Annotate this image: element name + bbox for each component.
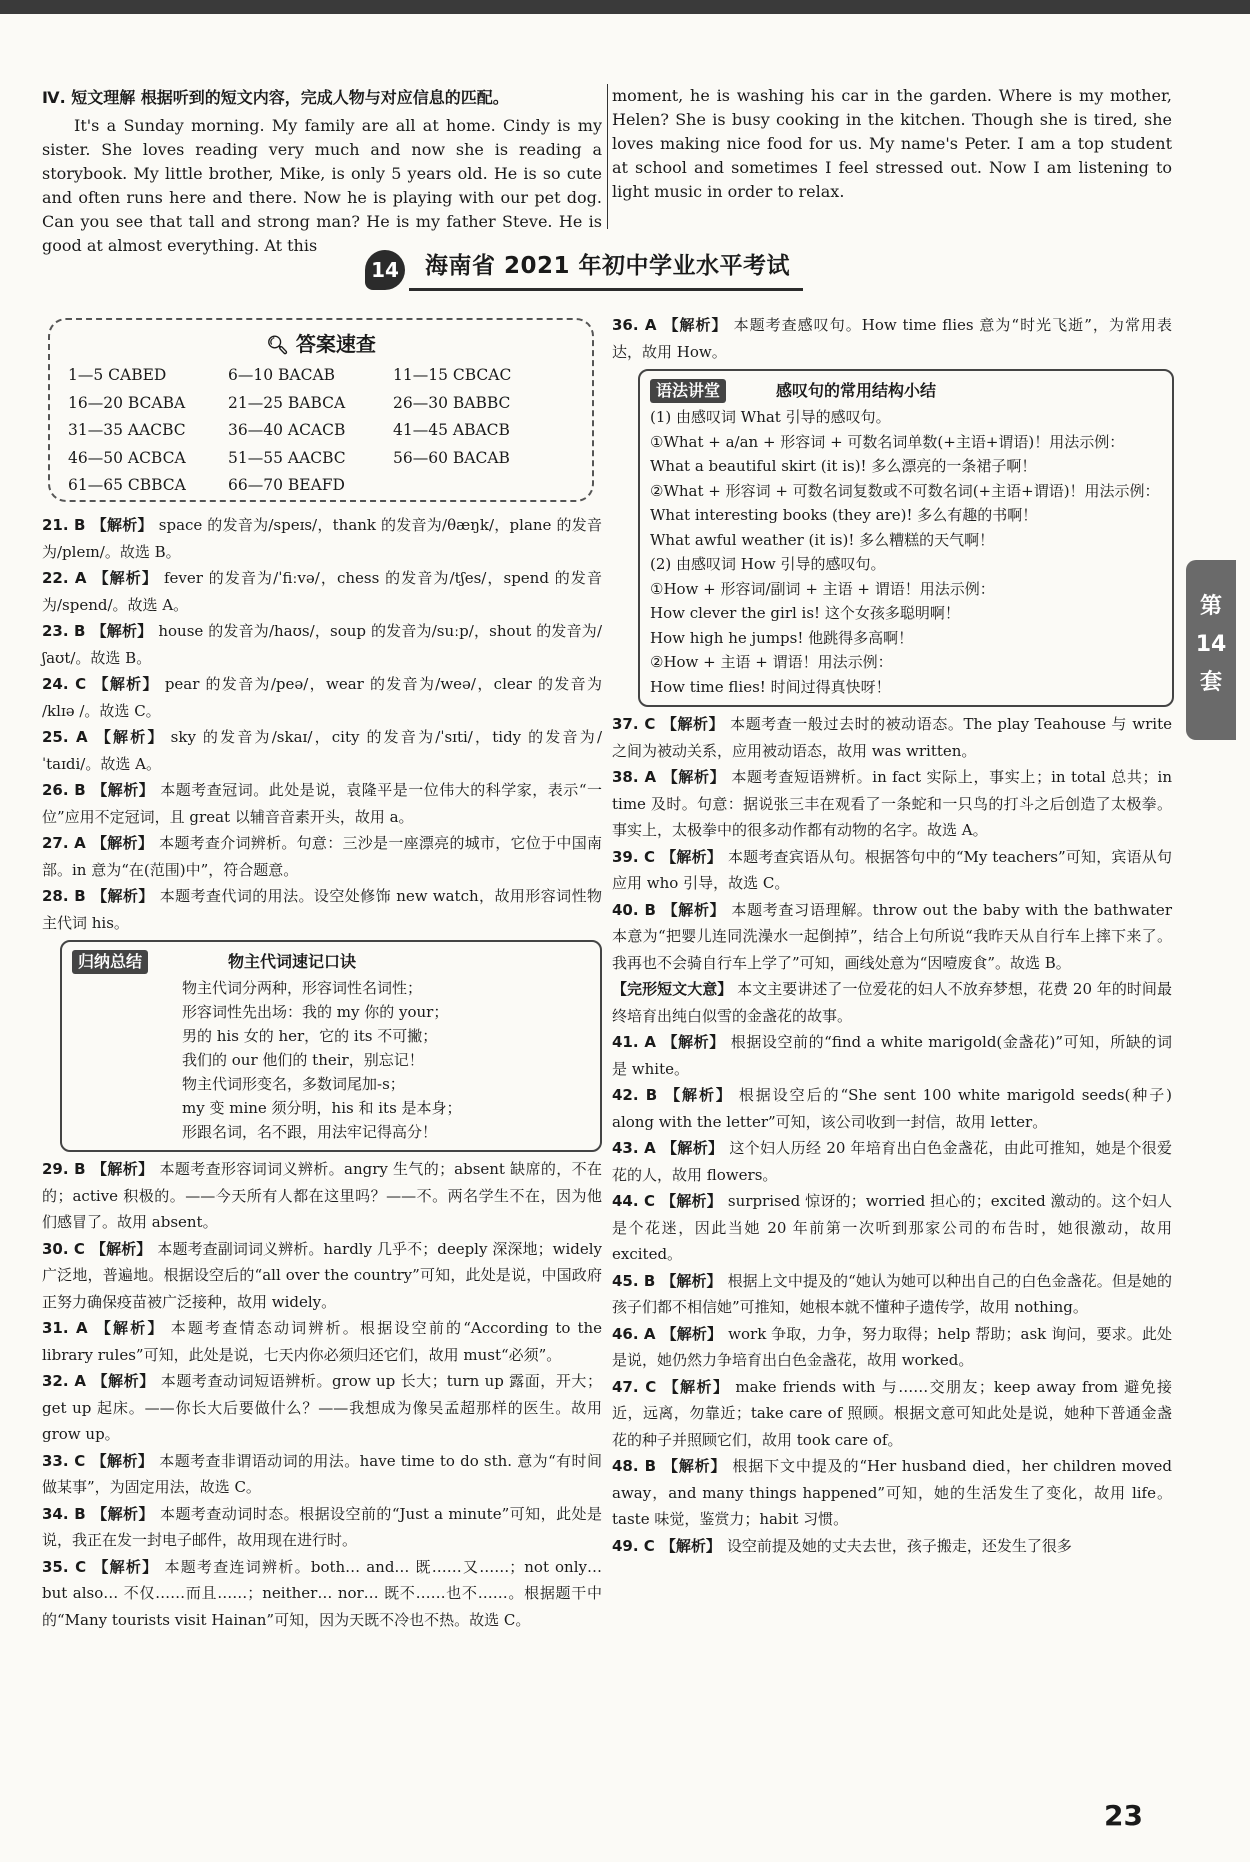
set-side-tab	[1186, 560, 1236, 740]
analysis-text: pear 的发音为/peə/，wear 的发音为/weə/，clear 的发音为 /klɪə /。故选 C。	[42, 675, 602, 720]
answer-range: 51—55 AACBC	[228, 448, 346, 467]
box-line: How high he jumps! 他跳得多高啊！	[650, 628, 914, 647]
explanation-item	[42, 1554, 602, 1634]
column-divider	[607, 84, 608, 229]
explanation-item	[612, 764, 1172, 844]
explanation-item	[42, 1156, 602, 1236]
question-number: 35. C	[42, 1557, 87, 1576]
box-line: What awful weather (it is)! 多么糟糕的天气啊！	[650, 530, 995, 549]
question-number: 42. B	[612, 1086, 658, 1104]
question-number: 45. B	[612, 1271, 656, 1290]
question-number: 46. A	[612, 1324, 656, 1343]
top-right-column	[612, 84, 1172, 204]
question-number: 27. A	[42, 834, 86, 852]
analysis-text: work 争取，力争，努力取得；help 帮助；ask 询问，要求。此处是说，她仍然力争培育出白色金盏花，故用 worked。	[612, 1324, 1172, 1369]
analysis-tag: 【解析】	[661, 1192, 722, 1210]
analysis-text: 本题考查感叹句。How time flies 意为“时光飞逝”，为常用表达，故用 How。	[612, 316, 1172, 361]
analysis-tag: 【解析】	[91, 516, 153, 534]
grammar-box-label: 语法讲堂	[650, 379, 726, 403]
analysis-text: 这个妇人历经 20 年培育出白色金盏花，由此可推知，她是个很爱花的人，故用 flowers。	[612, 1139, 1172, 1184]
explanation-item	[612, 1374, 1172, 1454]
question-number: 23. B	[42, 622, 86, 640]
analysis-tag: 【解析】	[661, 847, 722, 866]
analysis-tag: 【解析】	[91, 834, 154, 852]
analysis-text: house 的发音为/haʊs/，soup 的发音为/suːp/，shout 的发音为/ʃaʊt/。故选 B。	[42, 622, 602, 667]
box-line: What interesting books (they are)! 多么有趣的书啊！	[650, 506, 1038, 524]
page-number: 23	[1104, 1799, 1143, 1832]
question-number: 39. C	[612, 847, 655, 866]
answer-quick-check-box	[48, 318, 594, 502]
analysis-text: 本题考查习语理解。throw out the baby with the bathwater 本意为“把婴儿连同洗澡水一起倒掉”，结合上句所说“我昨天从自行车上摔下来了。我再也不会骑自行车上学了”可知，画线处意为“因噎废食”。故选 B。	[612, 900, 1172, 972]
box-line: How clever the girl is! 这个女孩多聪明啊！	[650, 604, 960, 622]
right-items-b	[612, 711, 1172, 976]
question-number: 36. A	[612, 316, 657, 334]
explanation-item	[42, 724, 602, 777]
explanation-item	[612, 897, 1172, 977]
analysis-tag: 【解析】	[662, 1377, 730, 1396]
left-main-column	[42, 512, 602, 1633]
analysis-tag: 【解析】	[661, 1324, 723, 1343]
side-tab-line2: 14	[1195, 632, 1227, 657]
analysis-tag: 【解析】	[661, 1139, 724, 1157]
analysis-tag: 【解析】	[91, 1372, 155, 1390]
box-line: 形跟名词，名不跟，用法牢记得高分！	[182, 1123, 438, 1141]
analysis-tag: 【解析】	[663, 1086, 733, 1104]
summary-box-label: 归纳总结	[72, 950, 148, 974]
question-number: 32. A	[42, 1372, 86, 1390]
box-line: 男的 his 女的 her，它的 its 不可撇；	[182, 1027, 438, 1045]
analysis-tag: 【解析】	[93, 1319, 165, 1337]
question-number: 22. A	[42, 569, 87, 587]
analysis-text: 本题考查冠词。此处是说，袁隆平是一位伟大的科学家，表示“一位”应用不定冠词，且 great 以辅音音素开头，故用 a。	[42, 781, 602, 826]
explanation-item	[612, 711, 1172, 764]
explanation-item	[612, 844, 1172, 897]
analysis-tag: 【解析】	[661, 900, 726, 919]
analysis-text: 根据上文中提及的“她认为她可以种出自己的白色金盏花。但是她的孩子们都不相信她”可推知，她根本就不懂种子遗传学，故用 nothing。	[612, 1271, 1173, 1316]
analysis-text: 本题考查副词词义辨析。hardly 几乎不；deeply 深深地；widely 广泛地，普遍地。根据设空后的“all over the country”可知，此处是说，中国政府正努力确保疫苗被广泛接种，故用 widely。	[42, 1239, 602, 1311]
box-line: 物主代词分两种，形容词性名词性；	[182, 979, 423, 997]
analysis-text: 本题考查情态动词辨析。根据设空前的“According to the library rules”可知，此处是说，七天内你必须归还它们，故用 must“必须”。	[42, 1319, 603, 1364]
analysis-tag: 【解析】	[661, 1033, 725, 1051]
analysis-tag: 【解析】	[92, 1557, 159, 1576]
analysis-text: 本题考查宾语从句。根据答句中的“My teachers”可知，宾语从句应用 who 引导，故选 C。	[612, 847, 1172, 892]
explanation-item	[612, 1029, 1172, 1082]
box-line: (1) 由感叹词 What 引导的感叹句。	[650, 408, 891, 426]
answer-box-title-text: 答案速查	[295, 332, 376, 356]
question-number: 34. B	[42, 1504, 86, 1523]
answer-range: 26—30 BABBC	[393, 393, 511, 412]
explanation-item	[42, 1501, 602, 1554]
explanation-item	[612, 1268, 1172, 1321]
explanation-item	[612, 1321, 1172, 1374]
box-line: ①What + a/an + 形容词 + 可数名词单数(+主语+谓语)！用法示例：	[650, 432, 1125, 451]
analysis-text: 本题考查动词短语辨析。grow up 长大；turn up 露面，开大；get up 起床。——你长大后要做什么？——我想成为像吴孟超那样的医生。故用 grow up。	[42, 1372, 602, 1443]
summary-box-title: 物主代词速记口诀	[228, 952, 357, 971]
explanation-item	[42, 777, 602, 830]
analysis-text: 根据设空前的“find a white marigold(金盏花)”可知，所缺的词是 white。	[612, 1033, 1172, 1078]
analysis-text: 根据下文中提及的“Her husband died，her children moved away，and many things happened”可知，她的生活发生了变化，故用 life。taste 味觉，鉴赏力；habit 习惯。	[612, 1457, 1172, 1528]
grammar-box-title: 感叹句的常用结构小结	[776, 381, 937, 400]
analysis-text: 本题考查代词的用法。设空处修饰 new watch，故用形容词性物主代词 his。	[42, 887, 602, 932]
analysis-tag: 【解析】	[662, 1457, 727, 1475]
analysis-text: surprised 惊讶的；worried 担心的；excited 激动的。这个妇人是个花迷，因此当她 20 年前第一次听到那家公司的布告时，她很激动，故用 excited。	[612, 1192, 1172, 1263]
box-line: my 变 mine 须分明，his 和 its 是本身；	[182, 1099, 462, 1117]
analysis-text: 本题考查动词时态。根据设空前的“Just a minute”可知，此处是说，我正在发一封电子邮件，故用现在进行时。	[42, 1504, 602, 1549]
box-line: 我们的 our 他们的 their，别忘记！	[182, 1051, 424, 1069]
analysis-tag: 【解析】	[661, 715, 725, 733]
left-items-a	[42, 512, 602, 936]
cloze-summary-head: 【完形短文大意】	[612, 980, 733, 998]
answer-range: 11—15 CBCAC	[393, 366, 512, 384]
box-line: 物主代词形变名，多数词尾加-s；	[182, 1075, 405, 1093]
box-line: 形容词性先出场：我的 my 你的 your；	[182, 1003, 449, 1021]
answer-range: 56—60 BACAB	[393, 448, 510, 467]
explanation-item	[42, 1368, 602, 1448]
cloze-summary	[612, 976, 1172, 1029]
analysis-text: 根据设空后的“She sent 100 white marigold seeds(种子) along with the letter”可知，该公司收到一封信，故用 letter。	[612, 1086, 1172, 1131]
answer-range: 66—70 BEAFD	[228, 476, 345, 494]
box-line: ①How + 形容词/副词 + 主语 + 谓语！用法示例：	[650, 579, 995, 598]
summary-lines	[72, 976, 590, 1144]
analysis-tag: 【解析】	[92, 675, 159, 693]
analysis-tag: 【解析】	[91, 1451, 154, 1470]
analysis-text: 本题考查形容词词义辨析。angry 生气的；absent 缺席的，不在的；active 积极的。——今天所有人都在这里吗？——不。两名学生不在，因为他们感冒了。故用 absent。	[42, 1160, 602, 1231]
summary-box	[60, 940, 602, 1152]
summary-box-head	[72, 948, 590, 976]
explanation-item	[42, 830, 602, 883]
question-number: 49. C	[612, 1536, 655, 1555]
answer-range: 6—10 BACAB	[228, 366, 336, 384]
question-number: 31. A	[42, 1319, 88, 1337]
answer-range: 16—20 BCABA	[68, 393, 186, 412]
analysis-tag: 【解析】	[91, 781, 155, 799]
analysis-tag: 【解析】	[91, 1504, 154, 1523]
top-edge-bar	[0, 0, 1250, 14]
analysis-tag: 【解析】	[91, 1160, 154, 1178]
grammar-box	[638, 369, 1174, 707]
analysis-tag: 【解析】	[92, 569, 158, 587]
question-number: 43. A	[612, 1139, 656, 1157]
analysis-text: sky 的发音为/skaɪ/，city 的发音为/ˈsɪti/，tidy 的发音为/ˈtaɪdi/。故选 A。	[42, 728, 602, 773]
explanation-item	[42, 512, 602, 565]
analysis-text: 本题考查一般过去时的被动语态。The play Teahouse 与 write 之间为被动关系，应用被动语态，故用 was written。	[612, 715, 1172, 760]
explanation-item	[612, 312, 1172, 365]
analysis-tag: 【解析】	[661, 1271, 722, 1290]
answer-range: 41—45 ABACB	[393, 421, 510, 439]
explanation-item	[612, 1188, 1172, 1268]
analysis-text: 本题考查非谓语动词的用法。have time to do sth. 意为“有时间做某事”，为固定用法，故选 C。	[42, 1451, 602, 1496]
analysis-tag: 【解析】	[90, 1239, 152, 1258]
passage-right: moment, he is washing his car in the garden. Where is my mother, Helen? She is busy cooking in the kitchen. Though she is tired, she loves making nice food for us. My name's Peter. I am a top student at school and sometimes I feel stressed out. Now I am listening to light music in order to relax.	[612, 86, 1172, 201]
exam-banner	[365, 250, 845, 292]
cloze-summary-text: 本文主要讲述了一位爱花的妇人不放弃梦想，花费 20 年的时间最终培育出纯白似雪的金盏花的故事。	[612, 980, 1172, 1025]
answer-range: 36—40 ACACB	[228, 421, 346, 439]
answer-grid	[68, 362, 588, 500]
right-main-column	[612, 312, 1172, 1559]
right-items-a	[612, 312, 1172, 365]
explanation-item	[42, 1448, 602, 1501]
analysis-text: 本题考查连词辨析。both… and… 既……又……；not only… but also… 不仅……而且……；neither… nor… 既不……也不……。根据题干中的“Many tourists visit Hainan”可知，因为天既不冷也不热。故选 C。	[42, 1557, 602, 1629]
set-number-badge: 14	[365, 250, 405, 290]
box-line: (2) 由感叹词 How 引导的感叹句。	[650, 555, 886, 573]
analysis-text: make friends with 与……交朋友；keep away from 避免接近，远离，勿靠近；take care of 照顾。根据文意可知此处是说，她种下普通金盏花的种子并照顾它们，故用 took care of。	[612, 1377, 1172, 1449]
side-tab-line3: 套	[1199, 670, 1222, 695]
explanation-item	[42, 1315, 602, 1368]
analysis-tag: 【解析】	[91, 622, 153, 640]
analysis-text: space 的发音为/speɪs/，thank 的发音为/θæŋk/，plane 的发音为/pleɪn/。故选 B。	[42, 516, 602, 561]
passage-left: It's a Sunday morning. My family are all at home. Cindy is my sister. She loves reading very much and now she is reading a storybook. My little brother, Mike, is only 5 years old. He is so cute and often runs here and there. Now he is playing with our pet dog. Can you see that tall and strong man? He is my father Steve. He is good at almost everything. At this	[42, 116, 602, 255]
analysis-tag: 【解析】	[93, 728, 165, 746]
box-line: What a beautiful skirt (it is)! 多么漂亮的一条裙子啊！	[650, 457, 1037, 475]
question-number: 47. C	[612, 1377, 657, 1396]
explanation-item	[612, 1082, 1172, 1135]
explanation-item	[42, 565, 602, 618]
question-number: 33. C	[42, 1451, 86, 1470]
analysis-text: 本题考查短语辨析。in fact 实际上，事实上；in total 总共；in time 及时。句意：据说张三丰在观看了一条蛇和一只鸟的打斗之后创造了太极拳。事实上，太极拳中的很多动作都有动物的名字。故选 A。	[612, 768, 1172, 839]
explanation-item	[612, 1533, 1172, 1560]
explanation-item	[42, 883, 602, 936]
magnifier-icon: 🔍︎	[266, 335, 289, 356]
analysis-text: 本题考查介词辨析。句意：三沙是一座漂亮的城市，它位于中国南部。in 意为“在(范围)中”，符合题意。	[42, 834, 602, 879]
box-line: ②What + 形容词 + 可数名词复数或不可数名词(+主语+谓语)！用法示例：	[650, 481, 1160, 500]
question-number: 26. B	[42, 781, 86, 799]
question-number: 21. B	[42, 516, 86, 534]
explanation-item	[612, 1135, 1172, 1188]
box-line: How time flies! 时间过得真快呀！	[650, 677, 891, 696]
top-left-column	[42, 84, 602, 258]
question-number: 41. A	[612, 1033, 656, 1051]
explanation-item	[42, 1236, 602, 1316]
question-number: 48. B	[612, 1457, 657, 1475]
analysis-text: 设空前提及她的丈夫去世，孩子搬走，还发生了很多	[726, 1536, 1072, 1555]
question-number: 25. A	[42, 728, 88, 746]
exam-title: 海南省 2021 年初中学业水平考试	[425, 253, 791, 279]
explanation-item	[612, 1453, 1172, 1533]
question-number: 29. B	[42, 1160, 86, 1178]
question-number: 28. B	[42, 887, 86, 905]
question-number: 24. C	[42, 675, 87, 693]
analysis-tag: 【解析】	[660, 1536, 721, 1555]
question-number: 40. B	[612, 900, 656, 919]
answer-range: 61—65 CBBCA	[68, 476, 186, 494]
answer-range: 1—5 CABED	[68, 366, 167, 384]
answer-box-title	[50, 330, 592, 360]
left-items-b	[42, 1156, 602, 1633]
box-line: ②How + 主语 + 谓语！用法示例：	[650, 653, 893, 671]
analysis-text: fever 的发音为/ˈfiːvə/，chess 的发音为/tʃes/，spend 的发音为/spend/。故选 A。	[42, 569, 602, 614]
analysis-tag: 【解析】	[662, 768, 726, 786]
grammar-lines	[650, 405, 1162, 699]
explanation-item	[42, 671, 602, 724]
answer-range: 21—25 BABCA	[228, 393, 346, 412]
question-number: 44. C	[612, 1192, 655, 1210]
side-tab-line1: 第	[1199, 594, 1222, 619]
section-heading: Ⅳ. 短文理解 根据听到的短文内容，完成人物与对应信息的匹配。	[42, 88, 509, 107]
question-number: 38. A	[612, 768, 657, 786]
question-number: 30. C	[42, 1239, 85, 1258]
analysis-tag: 【解析】	[91, 887, 154, 905]
banner-underline	[409, 288, 803, 291]
right-items-c	[612, 1029, 1172, 1559]
grammar-box-head	[650, 377, 1162, 405]
answer-range: 46—50 ACBCA	[68, 448, 186, 467]
answer-range: 31—35 AACBC	[68, 421, 186, 439]
question-number: 37. C	[612, 715, 656, 733]
analysis-tag: 【解析】	[662, 316, 728, 334]
explanation-item	[42, 618, 602, 671]
